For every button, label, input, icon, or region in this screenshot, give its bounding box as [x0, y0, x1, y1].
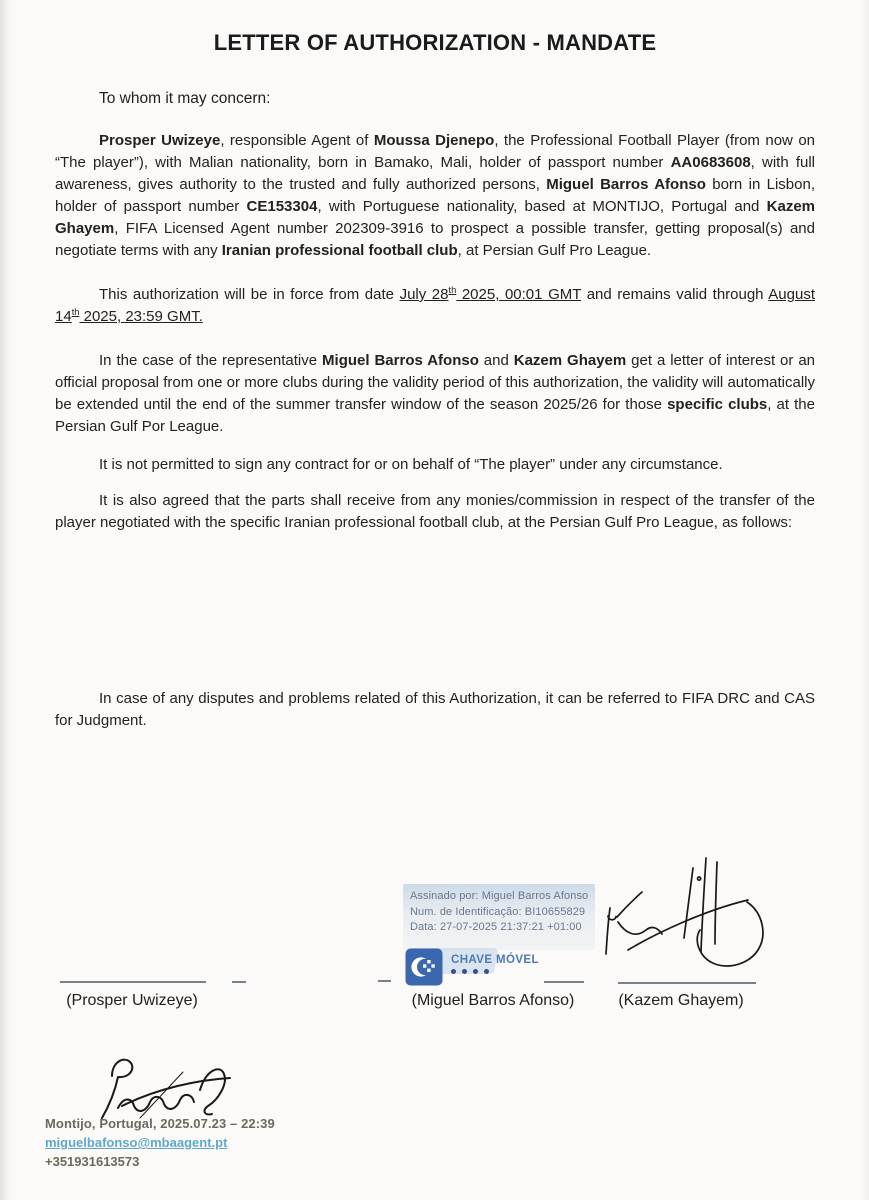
paragraph: In case of any disputes and problems related of this Authorization, it can be referred to FIFA DRC and CAS for Judgment. [55, 690, 815, 729]
prosper-signature-line [60, 981, 206, 983]
paragraph: This authorization will be in force from date July 28th 2025, 00:01 GMT and remains valid through August 14th 2025, 23:59 GMT. [55, 285, 815, 325]
chave-movel-icon [405, 948, 443, 986]
digital-signature-stamp [403, 884, 595, 950]
kazem-signature-line [618, 982, 756, 984]
footer-email-link[interactable]: miguelbafonso@mbaagent.pt [45, 1135, 228, 1150]
salutation: To whom it may concern: [99, 90, 271, 107]
document-body [55, 130, 815, 732]
stamp-date: Data: 27-07-2025 21:37:21 +01:00 [410, 921, 582, 933]
document-title: LETTER OF AUTHORIZATION - MANDATE [213, 30, 657, 55]
chave-movel-pin-dots [451, 969, 539, 974]
prosper-name-label: (Prosper Uwizeye) [66, 992, 198, 1009]
chave-movel-logo [405, 948, 539, 986]
chave-movel-label: CHAVE MÓVEL [451, 954, 539, 966]
prosper-signature-scribble [88, 1046, 240, 1142]
miguel-signature-line [544, 981, 584, 983]
footer-phone: +351931613573 [45, 1154, 140, 1169]
paragraph: In the case of the representative Miguel Barros Afonso and Kazem Ghayem get a letter of interest or an official proposal from one or more clubs during the validity period of this authorization, the validity will automatically be extended until the end of the summer transfer window of the season 2025/26 for those specific clubs, at the Persian Gulf Por League. [55, 352, 815, 435]
paragraph: It is not permitted to sign any contract for or on behalf of “The player” under any circumstance. [99, 456, 723, 473]
signature-dash [378, 980, 391, 982]
miguel-name-label: (Miguel Barros Afonso) [411, 992, 575, 1009]
kazem-signature-scribble [596, 850, 768, 972]
paragraph: Prosper Uwizeye, responsible Agent of Moussa Djenepo, the Professional Football Player (from now on “The player”), with Malian nationality, born in Bamako, Mali, holder of passport number AA0683608, with full awareness, gives authority to the trusted and fully authorized persons, Miguel Barros Afonso born in Lisbon, holder of passport number CE153304, with Portuguese nationality, based at MONTIJO, Portugal and Kazem Ghayem, FIFA Licensed Agent number 202309-3916 to prospect a possible transfer, getting proposal(s) and negotiate terms with any Iranian professional football club, at Persian Gulf Pro League. [55, 132, 816, 259]
signature-dash [232, 981, 246, 983]
stamp-id-number: Num. de Identificação: BI10655829 [410, 905, 586, 918]
stamp-signed-by: Assinado por: Miguel Barros Afonso [410, 890, 589, 902]
paragraph: It is also agreed that the parts shall receive from any monies/commission in respect of the transfer of the player negotiated with the specific Iranian professional football club, at the Persian Gulf Pro League, as follows: [55, 492, 815, 531]
footer-place-date: Montijo, Portugal, 2025.07.23 – 22:39 [45, 1116, 275, 1131]
kazem-name-label: (Kazem Ghayem) [618, 992, 744, 1009]
